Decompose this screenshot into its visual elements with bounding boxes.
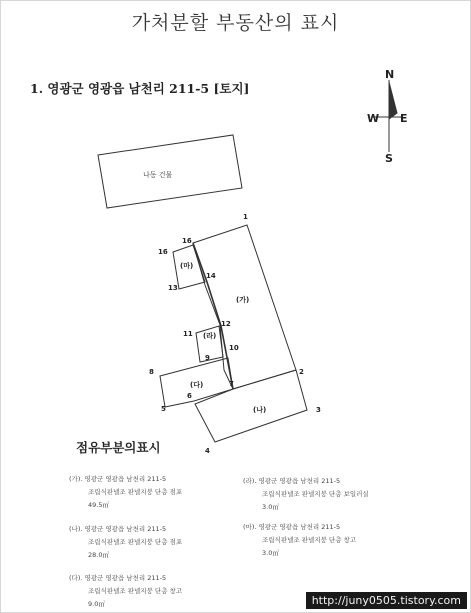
property-heading: 1. 영광군 영광읍 남천리 211-5 [토지] bbox=[30, 81, 250, 96]
point-label: 2 bbox=[299, 368, 304, 376]
area-label: (라) bbox=[203, 332, 217, 340]
entry-area: 49.5㎡ bbox=[88, 501, 109, 509]
entry-structure: 조립식판넬조 판넬지붕 단층 보일러실 bbox=[262, 490, 369, 498]
entry-structure: 조립식판넬조 판넬지붕 단층 점포 bbox=[88, 488, 183, 496]
point-label: 14 bbox=[206, 272, 216, 280]
point-label: 9 bbox=[205, 354, 210, 362]
point-label: 12 bbox=[221, 320, 231, 328]
area-label: (가) bbox=[236, 296, 250, 304]
entry-area: 3.0㎡ bbox=[262, 503, 279, 511]
point-label: 5 bbox=[161, 405, 166, 413]
entry-area: 3.0㎡ bbox=[262, 549, 279, 557]
compass-north-label: N bbox=[385, 68, 395, 81]
entry-address: (나). 영광군 영광읍 남천리 211-5 bbox=[69, 525, 167, 533]
page-title: 가처분할 부동산의 표시 bbox=[131, 12, 340, 34]
entry-structure: 조립식판넬조 판넬지붕 단층 점포 bbox=[88, 538, 183, 546]
occupancy-entry bbox=[69, 473, 182, 512]
compass-south-label: S bbox=[385, 152, 393, 165]
point-label: 8 bbox=[149, 368, 154, 376]
point-label: 13 bbox=[168, 284, 178, 292]
area-label: (다) bbox=[190, 381, 204, 389]
entry-address: (가). 영광군 영광읍 남천리 211-5 bbox=[69, 475, 167, 483]
section-title: 점유부분의표시 bbox=[76, 440, 161, 455]
point-label: 6 bbox=[187, 392, 192, 400]
building-label: 나동 건물 bbox=[143, 171, 173, 179]
point-label: 16 bbox=[158, 248, 168, 256]
entry-area: 9.0㎡ bbox=[88, 600, 105, 608]
point-label: 16 bbox=[182, 237, 192, 245]
entry-structure: 조립식판넬조 판넬지붕 단층 창고 bbox=[88, 587, 183, 595]
entry-area: 28.0㎡ bbox=[88, 551, 109, 559]
point-label: 3 bbox=[316, 406, 321, 414]
entry-address: (라). 영광군 영광읍 남천리 211-5 bbox=[243, 477, 341, 485]
entry-address: (마). 영광군 영광읍 남천리 211-5 bbox=[243, 523, 341, 531]
occupancy-entry bbox=[243, 521, 356, 560]
compass-west-label: W bbox=[367, 112, 380, 125]
occupancy-entry bbox=[243, 475, 369, 514]
compass-east-label: E bbox=[400, 112, 408, 125]
area-label: (마) bbox=[180, 262, 194, 270]
area-label: (나) bbox=[253, 406, 267, 414]
point-label: 4 bbox=[205, 447, 210, 455]
occupancy-entry bbox=[69, 572, 182, 611]
occupancy-entry bbox=[69, 523, 182, 562]
entry-address: (다). 영광군 영광읍 남천리 211-5 bbox=[69, 574, 167, 582]
point-label: 11 bbox=[183, 330, 193, 338]
entry-structure: 조립식판넬조 판넬지붕 단층 창고 bbox=[262, 536, 357, 544]
point-label: 7 bbox=[229, 380, 234, 388]
point-label: 10 bbox=[229, 344, 239, 352]
point-label: 1 bbox=[243, 213, 248, 221]
watermark-link[interactable]: http://juny0505.tistory.com bbox=[306, 592, 467, 609]
